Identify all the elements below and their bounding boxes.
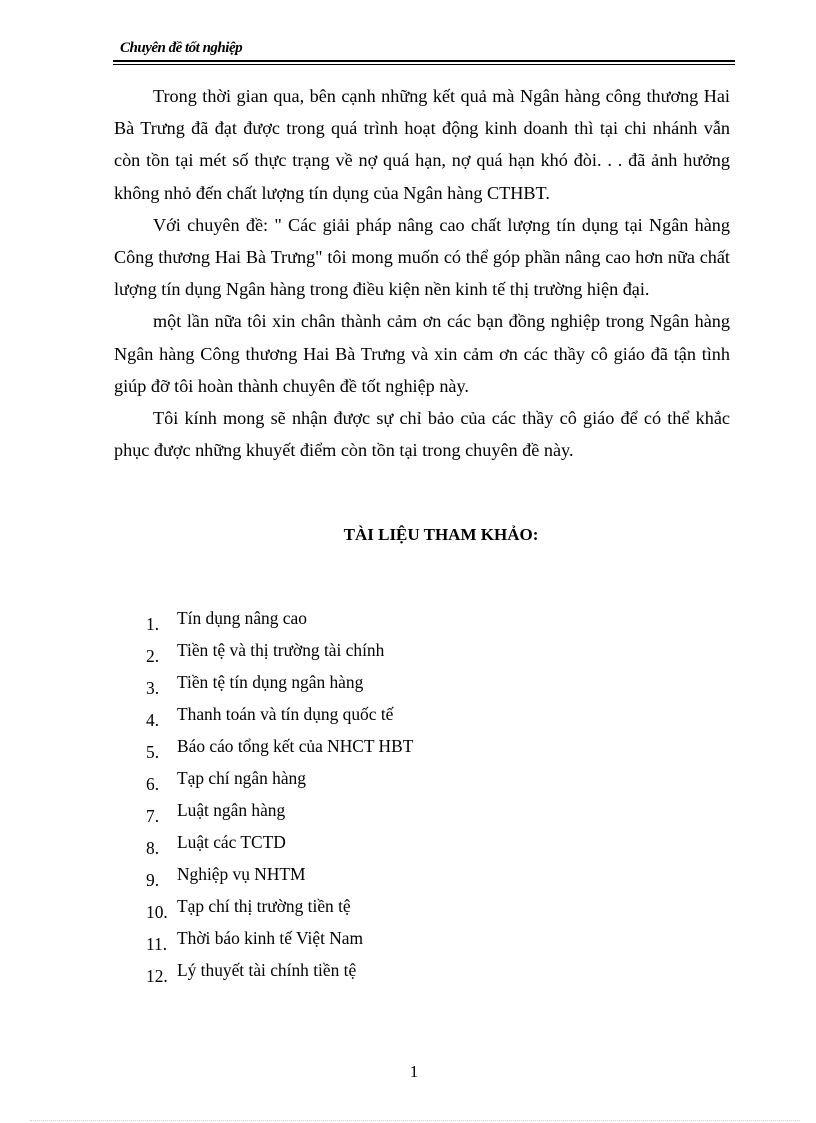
references-title: TÀI LIỆU THAM KHẢO: — [343, 525, 539, 544]
paragraph: Với chuyên đề: " Các giải pháp nâng cao chất lượng tín dụng tại Ngân hàng Công thương Hai Bà Trưng" tôi mong muốn có thể góp phần nâng cao hơn nữa chất lượng tín dụng Ngân hàng trong điều kiện nền kinh tế thị trường hiện đại. — [114, 214, 730, 300]
reference-number: 9. — [146, 870, 160, 890]
reference-title: Tín dụng nâng cao — [177, 608, 307, 628]
reference-title: Lý thuyết tài chính tiền tệ — [177, 960, 357, 980]
reference-number: 6. — [146, 774, 160, 794]
reference-number: 11. — [146, 934, 168, 954]
reference-number: 7. — [146, 806, 160, 826]
page-number: 1 — [409, 1062, 419, 1081]
footer-divider — [30, 1120, 800, 1121]
running-header: Chuyên đề tốt nghiệp — [120, 40, 243, 56]
reference-number: 4. — [146, 710, 160, 730]
reference-title: Thời báo kinh tế Việt Nam — [177, 928, 364, 948]
reference-number: 1. — [146, 614, 160, 634]
reference-number: 12. — [146, 966, 168, 986]
paragraph: Tôi kính mong sẽ nhận được sự chỉ bảo của các thầy cô giáo để có thể khắc phục được những khuyết điểm còn tồn tại trong chuyên đề này. — [114, 408, 730, 461]
reference-number: 2. — [146, 646, 160, 666]
reference-title: Báo cáo tổng kết của NHCT HBT — [177, 736, 414, 756]
reference-number: 10. — [146, 902, 168, 922]
header-rule-thin — [113, 64, 735, 65]
reference-title: Tạp chí thị trường tiền tệ — [177, 896, 351, 916]
reference-title: Thanh toán và tín dụng quốc tế — [177, 704, 394, 724]
paragraph: một lần nữa tôi xin chân thành cảm ơn các bạn đồng nghiệp trong Ngân hàng Ngân hàng Công thương Hai Bà Trưng và xin cảm ơn các thầy cô giáo đã tận tình giúp đỡ tôi hoàn thành chuyên đề tốt nghiệp này. — [114, 311, 730, 396]
reference-title: Nghiệp vụ NHTM — [177, 864, 306, 884]
paragraph: Trong thời gian qua, bên cạnh những kết quả mà Ngân hàng công thương Hai Bà Trưng đã đạt được trong quá trình hoạt động kinh doanh thì tại chi nhánh vẫn còn tồn tại mét số thực trạng về nợ quá hạn, nợ quá hạn khó đòi. . . đã ảnh hưởng không nhỏ đến chất lượng tín dụng của Ngân hàng CTHBT. — [114, 86, 730, 203]
reference-number: 3. — [146, 678, 160, 698]
reference-title: Luật ngân hàng — [177, 800, 286, 820]
reference-title: Tiền tệ và thị trường tài chính — [177, 640, 385, 660]
reference-number: 5. — [146, 742, 160, 762]
reference-title: Luật các TCTD — [177, 832, 286, 852]
reference-number: 8. — [146, 838, 160, 858]
header-rule-thick — [113, 60, 735, 62]
reference-title: Tạp chí ngân hàng — [177, 768, 306, 788]
body-text — [114, 80, 730, 466]
reference-title: Tiền tệ tín dụng ngân hàng — [177, 672, 364, 692]
